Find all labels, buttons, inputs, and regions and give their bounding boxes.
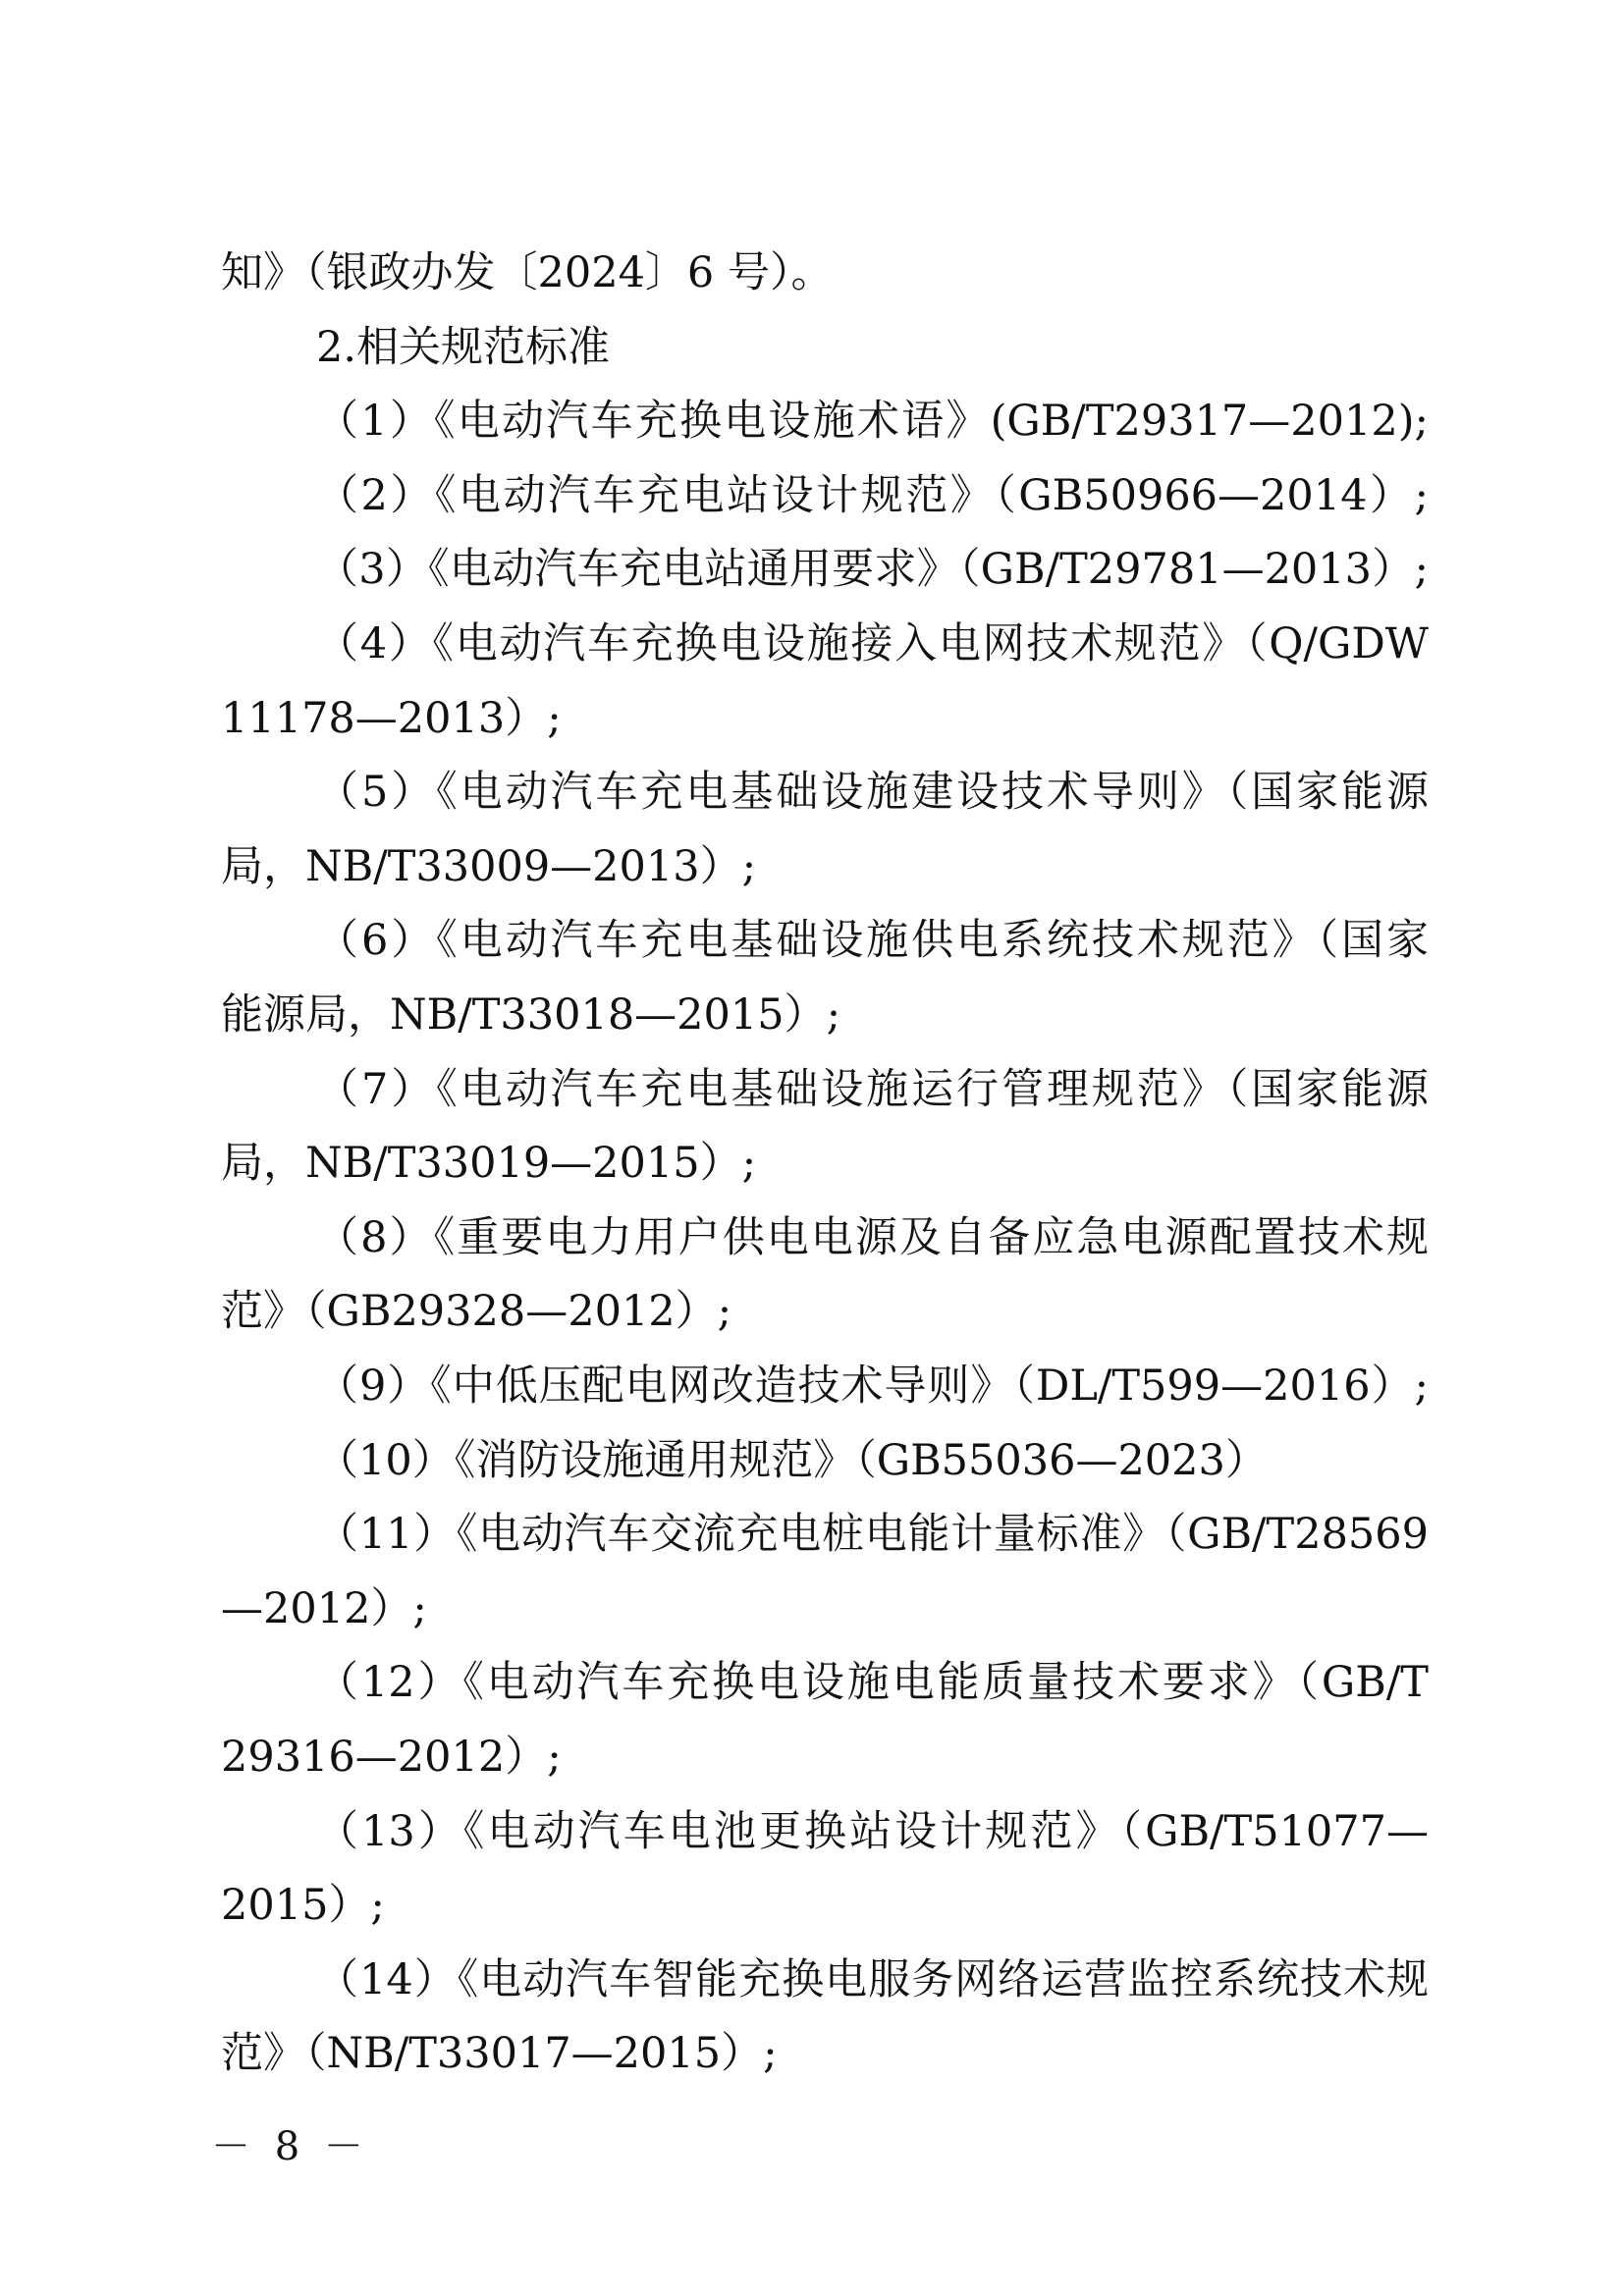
standard-item-3: （3）《电动汽车充电站通用要求》（GB/T29781—2013）; (316, 545, 1429, 594)
standard-item-7: （7）《电动汽车充电基础设施运行管理规范》（国家能源 (316, 1065, 1429, 1114)
standard-item-4-cont: 11178—2013）; (221, 694, 562, 743)
standard-item-14: （14）《电动汽车智能充换电服务网络运营监控系统技术规 (316, 1955, 1429, 2004)
standard-item-11-cont: —2012）; (221, 1584, 427, 1633)
standard-item-13-cont: 2015）; (221, 1881, 385, 1930)
standard-item-7-cont: 局，NB/T33019—2015）; (221, 1139, 757, 1188)
standard-item-8-cont: 范》（GB29328—2012）; (221, 1287, 732, 1336)
standard-item-6-cont: 能源局，NB/T33018—2015）; (221, 990, 841, 1040)
standard-item-9: （9）《中低压配电网改造技术导则》（DL/T599—2016）; (316, 1362, 1429, 1411)
standard-item-12: （12）《电动汽车充换电设施电能质量技术要求》（GB/T (316, 1658, 1429, 1707)
standard-item-11: （11）《电动汽车交流充电桩电能计量标准》（GB/T28569 (316, 1510, 1429, 1559)
section-heading: 2.相关规范标准 (316, 323, 611, 372)
standard-item-13: （13）《电动汽车电池更换站设计规范》（GB/T51077— (316, 1807, 1429, 1856)
standard-item-2: （2）《电动汽车充电站设计规范》（GB50966—2014）; (316, 471, 1429, 520)
standard-item-4: （4）《电动汽车充换电设施接入电网技术规范》（Q/GDW (316, 619, 1429, 668)
standard-item-14-cont: 范》（NB/T33017—2015）; (221, 2029, 778, 2078)
standard-item-10: （10）《消防设施通用规范》（GB55036—2023） (316, 1436, 1268, 1485)
page-number: － 8 － (211, 2124, 369, 2169)
standard-item-8: （8）《重要电力用户供电电源及自备应急电源配置技术规 (316, 1213, 1429, 1262)
standard-item-1: （1）《电动汽车充换电设施术语》(GB/T29317—2012); (316, 397, 1429, 446)
text-line: 知》（银政办发〔2024〕6 号）。 (221, 248, 834, 297)
standard-item-12-cont: 29316—2012）; (221, 1733, 562, 1782)
standard-item-5: （5）《电动汽车充电基础设施建设技术导则》（国家能源 (316, 768, 1429, 817)
standard-item-6: （6）《电动汽车充电基础设施供电系统技术规范》（国家 (316, 916, 1429, 965)
standard-item-5-cont: 局，NB/T33009—2013）; (221, 842, 757, 891)
